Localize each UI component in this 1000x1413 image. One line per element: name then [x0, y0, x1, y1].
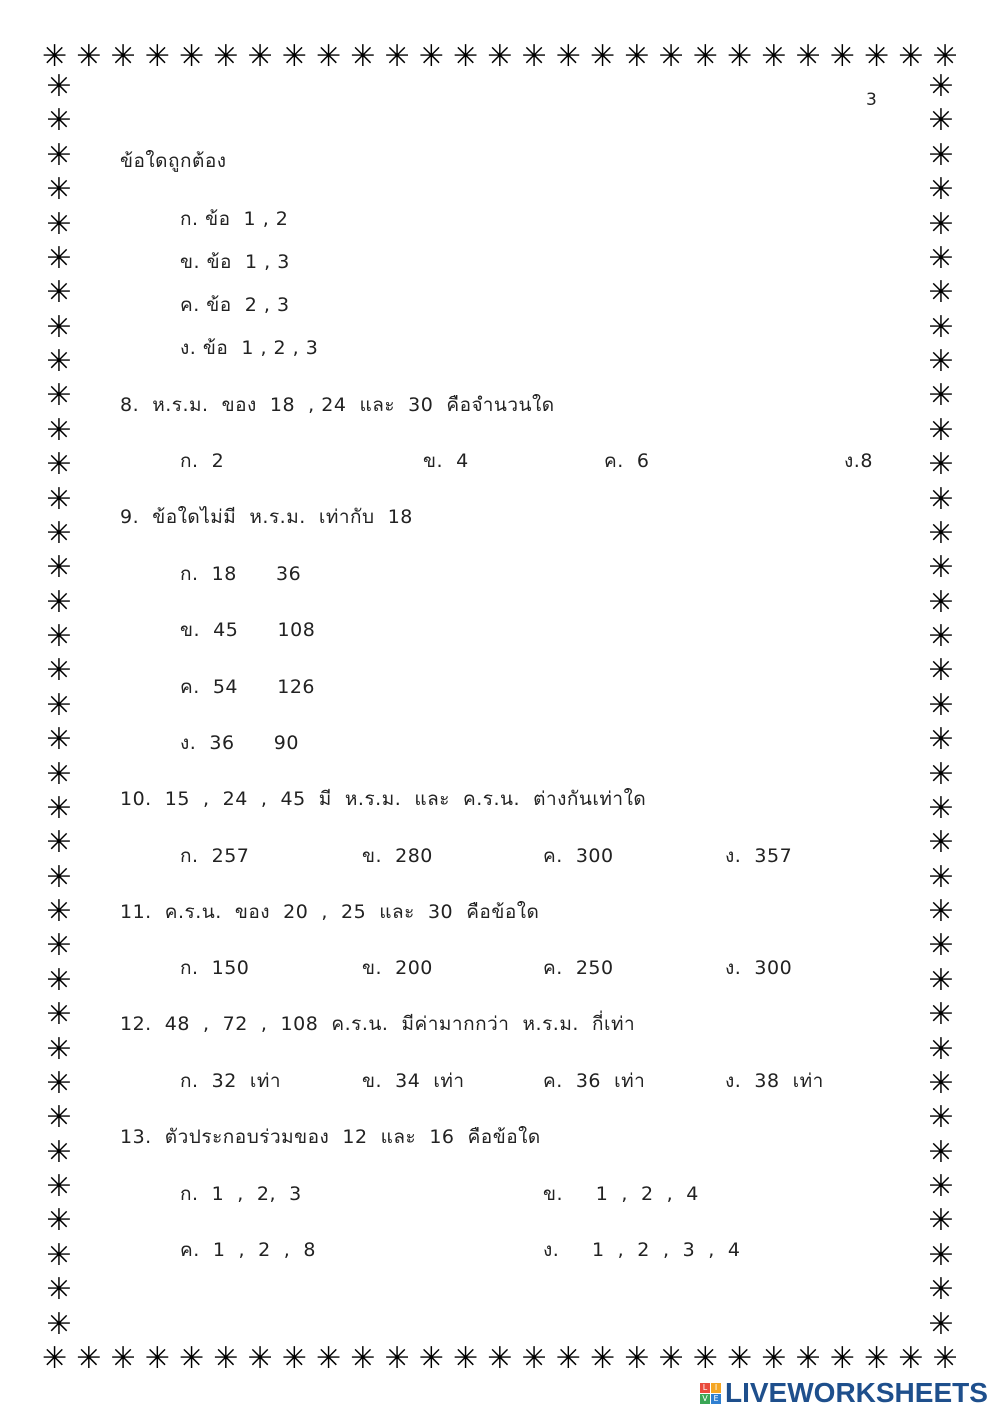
- border-flower-icon: ✳: [46, 928, 72, 964]
- border-flower-icon: ✳: [46, 1065, 72, 1101]
- border-flower-icon: ✳: [46, 1203, 72, 1239]
- border-flower-icon: ✳: [555, 1341, 581, 1376]
- choice-intro-c[interactable]: ค. ข้อ 2 , 3: [180, 294, 290, 316]
- border-flower-icon: ✳: [76, 39, 102, 74]
- border-flower-icon: ✳: [42, 1341, 68, 1376]
- border-flower-icon: ✳: [350, 1341, 376, 1376]
- border-flower-icon: ✳: [316, 1341, 342, 1376]
- choice-13-d[interactable]: ง. 1 , 2 , 3 , 4: [543, 1239, 741, 1261]
- border-top: [42, 40, 958, 74]
- border-flower-icon: ✳: [795, 1341, 821, 1376]
- question-12: 12. 48 , 72 , 108 ค.ร.น. มีค่ามากกว่า ห.ร.ม. กี่เท่า: [120, 1013, 636, 1035]
- border-flower-icon: ✳: [932, 1341, 958, 1376]
- choice-8-d[interactable]: ง.8: [844, 450, 873, 472]
- border-flower-icon: ✳: [384, 39, 410, 74]
- border-flower-icon: ✳: [46, 378, 72, 414]
- border-flower-icon: ✳: [928, 894, 954, 929]
- border-flower-icon: ✳: [928, 687, 954, 723]
- border-flower-icon: ✳: [316, 39, 342, 74]
- border-flower-icon: ✳: [692, 1341, 718, 1376]
- border-flower-icon: ✳: [928, 962, 954, 998]
- choice-8-c[interactable]: ค. 6: [604, 450, 650, 472]
- border-flower-icon: ✳: [590, 1341, 616, 1376]
- border-flower-icon: ✳: [46, 619, 72, 654]
- border-flower-icon: ✳: [795, 39, 821, 74]
- border-flower-icon: ✳: [46, 894, 72, 929]
- border-flower-icon: ✳: [555, 39, 581, 74]
- choice-10-b[interactable]: ข. 280: [362, 845, 433, 867]
- border-flower-icon: ✳: [928, 137, 954, 173]
- border-flower-icon: ✳: [898, 39, 924, 74]
- border-flower-icon: ✳: [928, 103, 954, 139]
- border-flower-icon: ✳: [521, 39, 547, 74]
- border-flower-icon: ✳: [46, 550, 72, 586]
- border-flower-icon: ✳: [928, 515, 954, 551]
- border-flower-icon: ✳: [928, 1031, 954, 1067]
- border-flower-icon: ✳: [928, 481, 954, 517]
- border-flower-icon: ✳: [928, 722, 954, 758]
- border-flower-icon: ✳: [928, 1169, 954, 1204]
- border-flower-icon: ✳: [453, 39, 479, 74]
- choice-13-b[interactable]: ข. 1 , 2 , 4: [543, 1183, 699, 1205]
- border-flower-icon: ✳: [928, 206, 954, 242]
- choice-11-d[interactable]: ง. 300: [725, 957, 793, 979]
- border-flower-icon: ✳: [928, 378, 954, 414]
- border-flower-icon: ✳: [418, 1341, 444, 1376]
- border-flower-icon: ✳: [46, 309, 72, 345]
- choice-13-c[interactable]: ค. 1 , 2 , 8: [180, 1239, 316, 1261]
- choice-11-b[interactable]: ข. 200: [362, 957, 433, 979]
- choice-intro-b[interactable]: ข. ข้อ 1 , 3: [180, 251, 290, 273]
- border-flower-icon: ✳: [521, 1341, 547, 1376]
- choice-9-d[interactable]: ง. 36 90: [180, 732, 299, 754]
- choice-intro-a[interactable]: ก. ข้อ 1 , 2: [180, 208, 289, 230]
- border-flower-icon: ✳: [46, 859, 72, 895]
- border-left: [42, 69, 76, 1342]
- border-flower-icon: ✳: [281, 1341, 307, 1376]
- border-flower-icon: ✳: [46, 687, 72, 723]
- live-icon: L I V E: [700, 1383, 721, 1404]
- question-11: 11. ค.ร.น. ของ 20 , 25 และ 30 คือข้อใด: [120, 901, 540, 923]
- border-flower-icon: ✳: [928, 653, 954, 689]
- border-flower-icon: ✳: [658, 39, 684, 74]
- border-flower-icon: ✳: [928, 619, 954, 654]
- border-flower-icon: ✳: [46, 481, 72, 517]
- border-flower-icon: ✳: [829, 1341, 855, 1376]
- choice-intro-d[interactable]: ง. ข้อ 1 , 2 , 3: [180, 337, 319, 359]
- border-flower-icon: ✳: [692, 39, 718, 74]
- question-10: 10. 15 , 24 , 45 มี ห.ร.ม. และ ค.ร.น. ต่างกันเท่าใด: [120, 788, 647, 810]
- border-flower-icon: ✳: [928, 240, 954, 276]
- question-8: 8. ห.ร.ม. ของ 18 , 24 และ 30 คือจำนวนใด: [120, 394, 555, 416]
- border-flower-icon: ✳: [46, 137, 72, 173]
- border-flower-icon: ✳: [42, 39, 68, 74]
- border-flower-icon: ✳: [46, 1272, 72, 1308]
- choice-8-b[interactable]: ข. 4: [423, 450, 469, 472]
- border-flower-icon: ✳: [46, 997, 72, 1033]
- border-flower-icon: ✳: [110, 1341, 136, 1376]
- border-flower-icon: ✳: [213, 1341, 239, 1376]
- border-flower-icon: ✳: [928, 550, 954, 586]
- choice-10-c[interactable]: ค. 300: [543, 845, 614, 867]
- border-flower-icon: ✳: [864, 39, 890, 74]
- border-flower-icon: ✳: [453, 1341, 479, 1376]
- border-flower-icon: ✳: [590, 39, 616, 74]
- border-flower-icon: ✳: [928, 1237, 954, 1273]
- choice-10-d[interactable]: ง. 357: [725, 845, 793, 867]
- border-right: [924, 69, 958, 1342]
- border-flower-icon: ✳: [46, 1031, 72, 1067]
- border-bottom: [42, 1342, 958, 1376]
- border-flower-icon: ✳: [928, 790, 954, 826]
- border-flower-icon: ✳: [624, 39, 650, 74]
- border-flower-icon: ✳: [46, 756, 72, 792]
- border-flower-icon: ✳: [928, 1134, 954, 1170]
- border-flower-icon: ✳: [46, 344, 72, 379]
- border-flower-icon: ✳: [46, 962, 72, 998]
- choice-11-a[interactable]: ก. 150: [180, 957, 250, 979]
- border-flower-icon: ✳: [46, 240, 72, 276]
- border-flower-icon: ✳: [46, 515, 72, 551]
- brand-text: LIVEWORKSHEETS: [725, 1377, 988, 1408]
- border-flower-icon: ✳: [928, 1306, 954, 1342]
- choice-11-c[interactable]: ค. 250: [543, 957, 614, 979]
- border-flower-icon: ✳: [76, 1341, 102, 1376]
- border-flower-icon: ✳: [928, 584, 954, 620]
- border-flower-icon: ✳: [46, 275, 72, 311]
- border-flower-icon: ✳: [46, 825, 72, 861]
- border-flower-icon: ✳: [928, 69, 954, 104]
- border-flower-icon: ✳: [213, 39, 239, 74]
- border-flower-icon: ✳: [350, 39, 376, 74]
- border-flower-icon: ✳: [46, 412, 72, 448]
- choice-9-b[interactable]: ข. 45 108: [180, 619, 316, 641]
- border-flower-icon: ✳: [928, 447, 954, 483]
- border-flower-icon: ✳: [727, 39, 753, 74]
- border-flower-icon: ✳: [487, 1341, 513, 1376]
- border-flower-icon: ✳: [247, 39, 273, 74]
- border-flower-icon: ✳: [864, 1341, 890, 1376]
- border-flower-icon: ✳: [281, 39, 307, 74]
- border-flower-icon: ✳: [928, 309, 954, 345]
- border-flower-icon: ✳: [761, 39, 787, 74]
- choice-12-b[interactable]: ข. 34 เท่า: [362, 1070, 465, 1092]
- border-flower-icon: ✳: [727, 1341, 753, 1376]
- border-flower-icon: ✳: [46, 103, 72, 139]
- border-flower-icon: ✳: [46, 790, 72, 826]
- border-flower-icon: ✳: [928, 928, 954, 964]
- border-flower-icon: ✳: [247, 1341, 273, 1376]
- border-flower-icon: ✳: [144, 1341, 170, 1376]
- border-flower-icon: ✳: [928, 412, 954, 448]
- border-flower-icon: ✳: [928, 1100, 954, 1136]
- border-flower-icon: ✳: [110, 39, 136, 74]
- border-flower-icon: ✳: [384, 1341, 410, 1376]
- border-flower-icon: ✳: [46, 206, 72, 242]
- border-flower-icon: ✳: [46, 447, 72, 483]
- choice-13-a[interactable]: ก. 1 , 2, 3: [180, 1183, 302, 1205]
- border-flower-icon: ✳: [928, 859, 954, 895]
- border-flower-icon: ✳: [418, 39, 444, 74]
- border-flower-icon: ✳: [898, 1341, 924, 1376]
- border-flower-icon: ✳: [46, 1100, 72, 1136]
- border-flower-icon: ✳: [46, 69, 72, 104]
- border-flower-icon: ✳: [932, 39, 958, 74]
- border-flower-icon: ✳: [46, 1306, 72, 1342]
- border-flower-icon: ✳: [179, 39, 205, 74]
- border-flower-icon: ✳: [46, 1134, 72, 1170]
- question-13: 13. ตัวประกอบร่วมของ 12 และ 16 คือข้อใด: [120, 1126, 541, 1148]
- border-flower-icon: ✳: [761, 1341, 787, 1376]
- border-flower-icon: ✳: [658, 1341, 684, 1376]
- choice-10-a[interactable]: ก. 257: [180, 845, 250, 867]
- question-intro: ข้อใดถูกต้อง: [120, 150, 227, 172]
- border-flower-icon: ✳: [928, 172, 954, 208]
- border-flower-icon: ✳: [46, 1237, 72, 1273]
- border-flower-icon: ✳: [829, 39, 855, 74]
- border-flower-icon: ✳: [928, 1065, 954, 1101]
- border-flower-icon: ✳: [179, 1341, 205, 1376]
- border-flower-icon: ✳: [46, 584, 72, 620]
- liveworksheets-logo[interactable]: [700, 1378, 988, 1408]
- choice-8-a[interactable]: ก. 2: [180, 450, 225, 472]
- border-flower-icon: ✳: [928, 344, 954, 379]
- border-flower-icon: ✳: [928, 275, 954, 311]
- border-flower-icon: ✳: [928, 1203, 954, 1239]
- choice-12-a[interactable]: ก. 32 เท่า: [180, 1070, 282, 1092]
- border-flower-icon: ✳: [46, 1169, 72, 1204]
- choice-12-d[interactable]: ง. 38 เท่า: [725, 1070, 824, 1092]
- border-flower-icon: ✳: [928, 825, 954, 861]
- border-flower-icon: ✳: [487, 39, 513, 74]
- border-flower-icon: ✳: [928, 756, 954, 792]
- border-flower-icon: ✳: [144, 39, 170, 74]
- border-flower-icon: ✳: [928, 1272, 954, 1308]
- border-flower-icon: ✳: [624, 1341, 650, 1376]
- border-flower-icon: ✳: [46, 172, 72, 208]
- choice-9-a[interactable]: ก. 18 36: [180, 563, 302, 585]
- question-9: 9. ข้อใดไม่มี ห.ร.ม. เท่ากับ 18: [120, 506, 413, 528]
- page-number: 3: [866, 90, 878, 110]
- border-flower-icon: ✳: [46, 653, 72, 689]
- border-flower-icon: ✳: [928, 997, 954, 1033]
- choice-12-c[interactable]: ค. 36 เท่า: [543, 1070, 646, 1092]
- border-flower-icon: ✳: [46, 722, 72, 758]
- choice-9-c[interactable]: ค. 54 126: [180, 676, 316, 698]
